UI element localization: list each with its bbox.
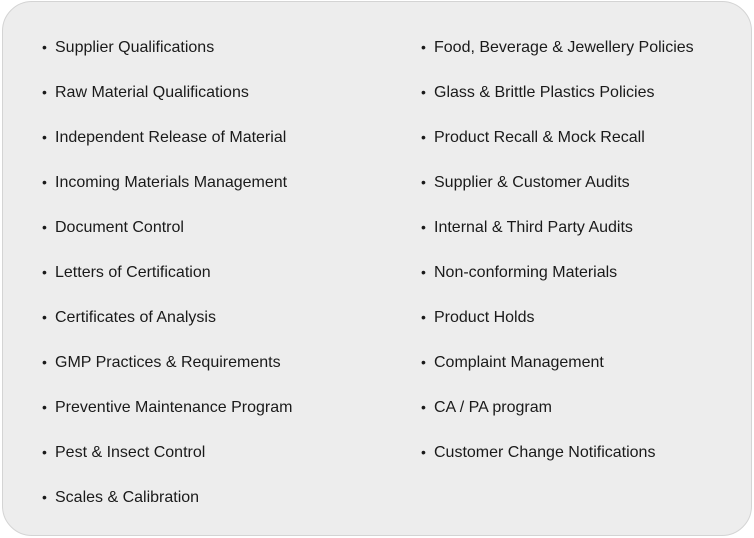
right-service-list [421, 28, 694, 478]
list-item-label: Letters of Certification [55, 264, 211, 281]
bullet-icon: • [42, 309, 47, 325]
list-item-label: Customer Change Notifications [434, 444, 656, 461]
list-item [42, 163, 292, 208]
list-item [421, 73, 694, 118]
services-panel [2, 1, 752, 536]
list-item-label: Incoming Materials Management [55, 174, 288, 191]
list-item [42, 118, 292, 163]
bullet-icon: • [421, 174, 426, 190]
list-item [42, 298, 292, 343]
list-item-label: Glass & Brittle Plastics Policies [434, 84, 655, 101]
list-item-label: Supplier Qualifications [55, 39, 215, 56]
list-item [42, 433, 292, 478]
list-item [42, 478, 292, 523]
bullet-icon: • [42, 399, 47, 415]
bullet-icon: • [42, 489, 47, 505]
list-item [421, 343, 694, 388]
left-service-list [42, 28, 292, 523]
list-item-label: Internal & Third Party Audits [434, 219, 633, 236]
bullet-icon: • [421, 264, 426, 280]
list-item [42, 28, 292, 73]
bullet-icon: • [421, 399, 426, 415]
list-item-label: Product Recall & Mock Recall [434, 129, 645, 146]
list-item-label: Independent Release of Material [55, 129, 287, 146]
bullet-icon: • [421, 219, 426, 235]
list-item-label: GMP Practices & Requirements [55, 354, 281, 371]
list-item-label: Complaint Management [434, 354, 604, 371]
list-item [421, 388, 694, 433]
list-item [421, 118, 694, 163]
bullet-icon: • [42, 129, 47, 145]
bullet-icon: • [42, 39, 47, 55]
bullet-icon: • [421, 129, 426, 145]
list-item-label: Product Holds [434, 309, 535, 326]
bullet-icon: • [42, 174, 47, 190]
bullet-icon: • [421, 309, 426, 325]
list-item-label: Food, Beverage & Jewellery Policies [434, 39, 694, 56]
list-item [421, 253, 694, 298]
bullet-icon: • [421, 354, 426, 370]
bullet-icon: • [42, 219, 47, 235]
bullet-icon: • [42, 444, 47, 460]
bullet-icon: • [42, 354, 47, 370]
list-item [421, 28, 694, 73]
list-item-label: Supplier & Customer Audits [434, 174, 630, 191]
bullet-icon: • [421, 444, 426, 460]
list-item [421, 208, 694, 253]
list-item-label: CA / PA program [434, 399, 552, 416]
list-item [421, 298, 694, 343]
list-item [421, 433, 694, 478]
list-item [42, 208, 292, 253]
list-item-label: Document Control [55, 219, 184, 236]
list-item-label: Preventive Maintenance Program [55, 399, 293, 416]
bullet-icon: • [421, 84, 426, 100]
list-item [42, 388, 292, 433]
bullet-icon: • [42, 264, 47, 280]
list-item-label: Non-conforming Materials [434, 264, 618, 281]
list-item [421, 163, 694, 208]
list-item-label: Raw Material Qualifications [55, 84, 249, 101]
list-item [42, 73, 292, 118]
list-item [42, 343, 292, 388]
bullet-icon: • [42, 84, 47, 100]
list-item-label: Certificates of Analysis [55, 309, 216, 326]
list-item [42, 253, 292, 298]
bullet-icon: • [421, 39, 426, 55]
list-item-label: Pest & Insect Control [55, 444, 206, 461]
list-item-label: Scales & Calibration [55, 489, 200, 506]
